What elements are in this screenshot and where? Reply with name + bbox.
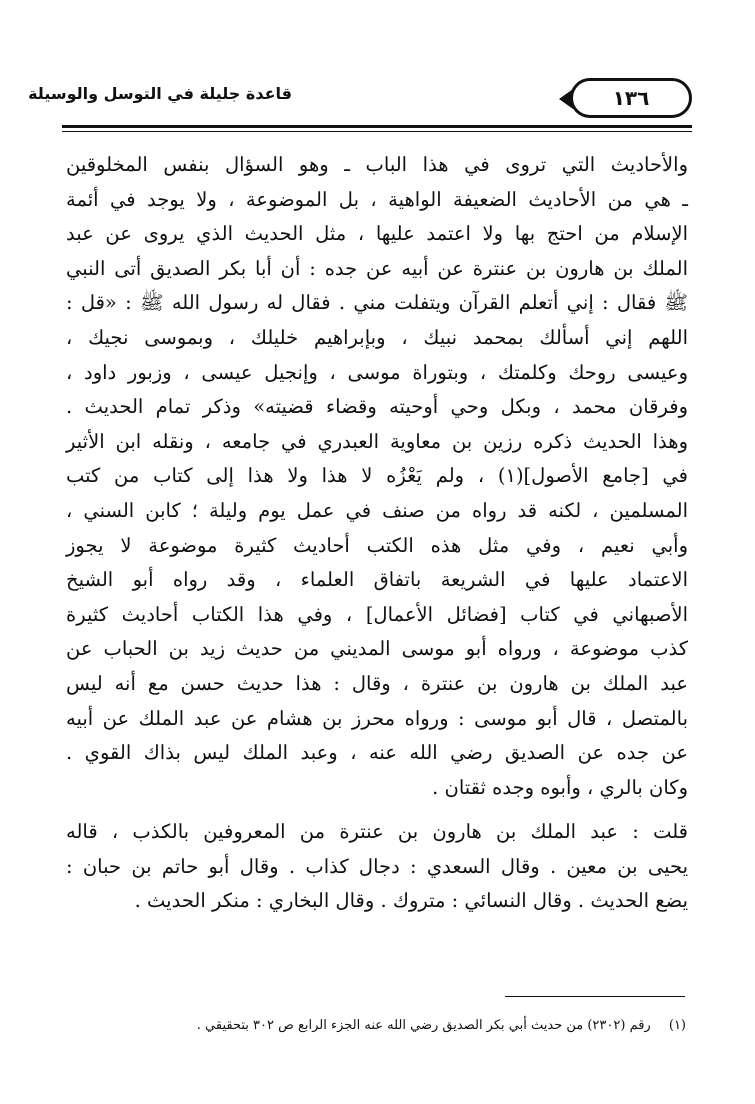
text-line: وهذا الحديث ذكره رزين بن معاوية العبدري في جامعه ، ونقله ابن الأثير [66,429,688,453]
main-text [66,148,688,919]
text-line: المسلمين ، لكنه قد رواه من صنف في عمل يوم وليلة ؛ كابن السني ، [66,498,688,522]
text-line: ـ هي من الأحاديث الضعيفة الواهية ، بل الموضوعة ، ولا يوجد في أئمة [66,187,688,211]
running-title: قاعدة جليلة في التوسل والوسيلة [28,84,292,103]
page-number-badge [570,78,692,118]
text-line: قلت : عبد الملك بن هارون بن عنترة من المعروفين بالكذب ، قاله [66,820,688,844]
footnote-number: (١) [668,1018,686,1033]
text-line: عن جده عن الصديق رضي الله عنه ، وعبد الملك ليس بذاك القوي . [66,741,688,765]
text-line: يضع الحديث . وقال النسائي : متروك . وقال البخاري : منكر الحديث . [134,889,688,913]
text-line: بالمتصل ، قال أبو موسى : ورواه محرز بن هشام عن عبد الملك عن أبيه [66,706,688,730]
footnote [100,1016,686,1036]
text-line: الملك بن هارون بن عنترة عن أبيه عن جده : أن أبا بكر الصديق أتى النبي [66,256,688,280]
text-line: اللهم إني أسألك بمحمد نبيك ، وبإبراهيم خليلك ، وبموسى نجيك ، [66,325,688,349]
text-line: الأصبهاني في كتاب [فضائل الأعمال] ، وفي هذا الكتاب أحاديث كثيرة [66,602,688,626]
text-line: كذب موضوعة ، ورواه أبو موسى المديني من حديث زيد بن الحباب عن [66,637,688,661]
header-rule [62,125,692,128]
text-line: وعيسى روحك وكلمتك ، وبتوراة موسى ، وإنجيل عيسى ، وزبور داود ، [66,360,688,384]
text-line: ﷺ فقال : إني أتعلم القرآن ويتفلت مني . فقال له رسول الله ﷺ : «قل : [66,291,688,315]
footnote-text: رقم (٢٣٠٢) من حديث أبي بكر الصديق رضي الله عنه الجزء الرابع ص ٣٠٢ بتحقيقي . [196,1018,651,1033]
header-rule-thin [62,131,692,132]
text-line: الاعتماد عليها في الشريعة باتفاق العلماء ، وقد رواه أبو الشيخ [66,568,688,592]
text-line: يحيى بن معين . وقال السعدي : دجال كذاب . وقال أبو حاتم بن حبان : [66,854,688,878]
text-line: والأحاديث التي تروى في هذا الباب ـ وهو السؤال بنفس المخلوقين [66,153,688,176]
text-line: عبد الملك بن هارون بن عنترة ، وقال : هذا حديث حسن مع أنه ليس [66,671,688,695]
text-line: الإسلام من احتج بها ولا اعتمد عليها ، مثل الحديث الذي يروى عن عبد [66,222,688,246]
text-line: في [جامع الأصول](١) ، ولم يَعْزُه لا هذا ولا هذا إلى كتاب من كتب [66,464,688,488]
page-number: ١٣٦ [612,86,650,110]
text-line: وفرقان محمد ، وبكل وحي أوحيته وقضاء قضيته» وذكر تمام الحديث . [66,395,688,419]
text-line: وأبي نعيم ، وفي مثل هذه الكتب أحاديث كثيرة موضوعة لا يجوز [66,533,688,557]
page-header [28,78,692,128]
paragraph-gap [66,805,688,815]
footnote-rule [505,996,685,997]
text-line: وكان بالري ، وأبوه وجده ثقتان . [432,775,688,799]
